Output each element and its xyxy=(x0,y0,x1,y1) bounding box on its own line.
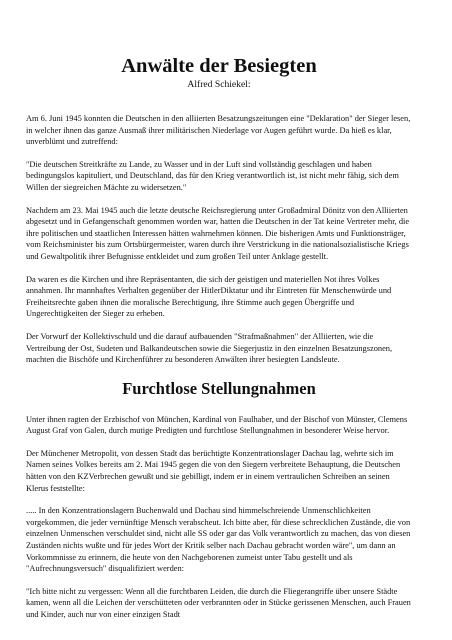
section-paragraph: Unter ihnen ragten der Erzbischof von München, Kardinal von Faulhaber, und der Bischof von Münster, Clemens August Graf von Galen, durch mutige Predigten und furchtlose Stellungnahmen in besonderer Weise hervor. xyxy=(26,414,408,436)
article-paragraph: Da waren es die Kirchen und ihre Repräsentanten, die sich der geistigen und materiellen Not ihres Volkes annahmen. Ihr mannhaftes Verhalten gegenüber der HitlerDiktatur und ihr Eintreten für Menschenwürde und Freiheitsrechte gaben ihnen die moralische Berechtigung, ihre Stimme auch gegen Übergriffe und Ungerechtigkeiten der Sieger zu erheben. xyxy=(26,274,392,319)
section-paragraph: ..... In den Konzentrationslagern Buchenwald und Dachau sind himmelschreiende Unmenschlichkeiten vorgekommen, die jeder vernünftige Mensch verabscheut. Ich bitte aber, für diese schrecklichen Zustände, die von einzelnen Unmenschen verschuldet sind, nicht alle SS oder gar das Volk verantwortlich zu machen, das von diesen Zuständen nichts wußte und für jedes Wort der Kritik selber nach Dachau gebracht worden wäre", um dann an Vorkommnisse zu erinnern, die heute von den Nachgeborenen zumeist unter Tabu gestellt und als "Aufrechnungsversuch" disqualifiziert werden: xyxy=(26,506,411,574)
section-paragraph: "Ich bitte nicht zu vergessen: Wenn all die furchtbaren Leiden, die durch die Fliegerangriffe über unsere Städte kamen, wenn all die Leichen der verschütteten oder verbrannten oder in Stücke gerissenen Menschen, auch Frauen und Kinder, auch nur von einer einzigen Stadt xyxy=(26,586,411,619)
article-paragraph: Am 6. Juni 1945 konnten die Deutschen in den alliierten Besatzungszeitungen eine "Deklaration" der Sieger lesen, in welcher ihnen das ganze Ausmaß ihrer militärischen Niederlage vor Augen geführt wurde. Da hieß es klar, unverblümt und zutreffend: xyxy=(26,114,411,147)
article-paragraph: Der Vorwurf der Kollektivschuld und die darauf aufbauenden "Strafmaßnahmen" der Alliierten, wie die Vertreibung der Ost, Sudeten und Balkandeutschen sowie die Siegerjustiz in den einzelnen Besatzungszonen, machten die Bischöfe und Kirchenführer zu besonderen Anwälten ihrer besiegten Landsleute. xyxy=(26,331,393,365)
article-paragraph: "Die deutschen Streitkräfte zu Lande, zu Wasser und in der Luft sind vollständig geschlagen und haben bedingungslos kapituliert, und Deutschland, das für den Krieg verantwortlich ist, ist nicht mehr fähig, sich dem Willen der siegreichen Mächte zu widersetzen." xyxy=(26,159,399,192)
section-heading: Furchtlose Stellungnahmen xyxy=(122,378,316,398)
article-paragraph: Nachdem am 23. Mai 1945 auch die letzte deutsche Reichsregierung unter Großadmiral Dönitz von den Alliierten abgesetzt und in Gefangenschaft genommen worden war, hatten die Deutschen in der Tat keine Vertreter mehr, die ihre politischen und staatlichen Interessen hätten wahrnehmen können. Die bisherigen Amts und Funktionsträger, vom Reichsminister bis zum Ortsbürgermeister, waren durch ihre Verstrickung in die nationalsozialistische Kriegs und Gewaltpolitik ihrer Befugnisse entkleidet und zum großen Teil unter Anklage gestellt. xyxy=(26,205,410,261)
section-paragraph: Der Münchener Metropolit, von dessen Stadt das berüchtigte Konzentrationslager Dachau lag, wehrte sich im Namen seines Volkes bereits am 2. Mai 1945 gegen die von den Siegern verbreitete Behauptung, die Deutschen hätten von den KZVerbrechen gewußt und sie gebilligt, indem er in einem vertraulichen Schreiben an seinen Klerus feststellte: xyxy=(26,448,401,493)
article-author: Alfred Schiekel: xyxy=(187,79,251,90)
article-title: Anwälte der Besiegten xyxy=(121,55,317,77)
